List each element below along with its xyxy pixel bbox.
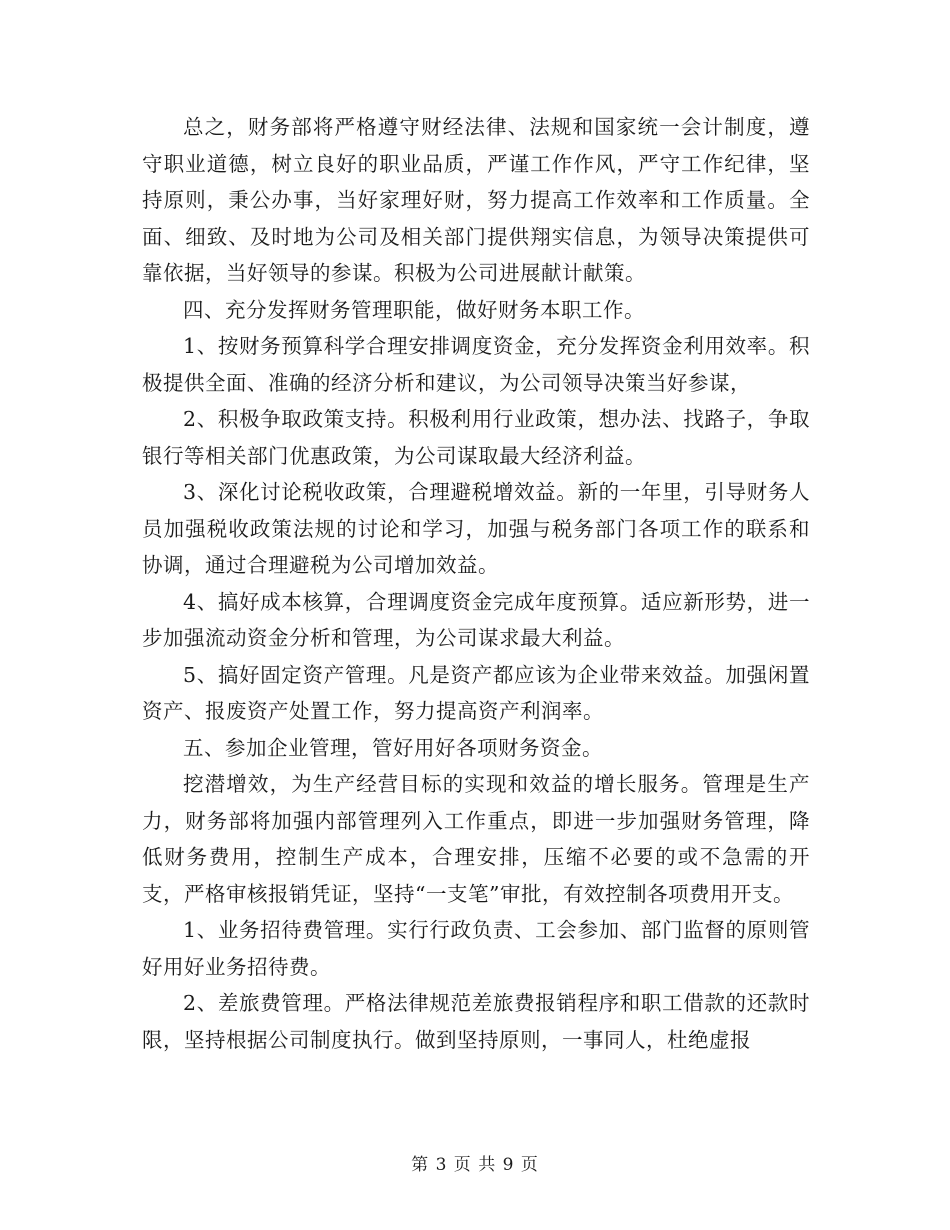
paragraph-item-4: 4、搞好成本核算，合理调度资金完成年度预算。适应新形势，进一步加强流动资金分析和管理，为公司谋求最大利益。 bbox=[142, 589, 810, 650]
paragraph-item-5: 5、搞好固定资产管理。凡是资产都应该为企业带来效益。加强闲置资产、报废资产处置工作，努力提高资产利润率。 bbox=[142, 662, 810, 723]
heading-section-five: 五、参加企业管理，管好用好各项财务资金。 bbox=[183, 735, 603, 760]
paragraph-item-3: 3、深化讨论税收政策，合理避税增效益。新的一年里，引导财务人员加强税收政策法规的讨论和学习，加强与税务部门各项工作的联系和协调，通过合理避税为公司增加效益。 bbox=[142, 480, 810, 577]
paragraph-item-1: 1、按财务预算科学合理安排调度资金，充分发挥资金利用效率。积极提供全面、准确的经济分析和建议，为公司领导决策当好参谋， bbox=[142, 334, 810, 395]
paragraph-item-2: 2、积极争取政策支持。积极利用行业政策，想办法、找路子，争取银行等相关部门优惠政策，为公司谋取最大经济利益。 bbox=[142, 407, 810, 468]
document-body bbox=[142, 109, 810, 1058]
paragraph-cost-control: 挖潜增效，为生产经营目标的实现和效益的增长服务。管理是生产力，财务部将加强内部管理列入工作重点，即进一步加强财务管理，降低财务费用，控制生产成本，合理安排，压缩不必要的或不急需的开支，严格审核报销凭证，坚持“一支笔”审批，有效控制各项费用开支。 bbox=[142, 772, 810, 906]
paragraph-entertainment-expense: 1、业务招待费管理。实行行政负责、工会参加、部门监督的原则管好用好业务招待费。 bbox=[142, 918, 810, 979]
heading-section-four: 四、充分发挥财务管理职能，做好财务本职工作。 bbox=[183, 297, 645, 322]
paragraph-travel-expense: 2、差旅费管理。严格法律规范差旅费报销程序和职工借款的还款时限，坚持根据公司制度执行。做到坚持原则，一事同人，杜绝虚报 bbox=[142, 991, 810, 1052]
page-number-footer: 第 3 页 共 9 页 bbox=[411, 1155, 539, 1175]
paragraph-summary: 总之，财务部将严格遵守财经法律、法规和国家统一会计制度，遵守职业道德，树立良好的职业品质，严谨工作作风，严守工作纪律，坚持原则，秉公办事，当好家理好财，努力提高工作效率和工作质量。全面、细致、及时地为公司及相关部门提供翔实信息，为领导决策提供可靠依据，当好领导的参谋。积极为公司进展献计献策。 bbox=[142, 115, 810, 285]
